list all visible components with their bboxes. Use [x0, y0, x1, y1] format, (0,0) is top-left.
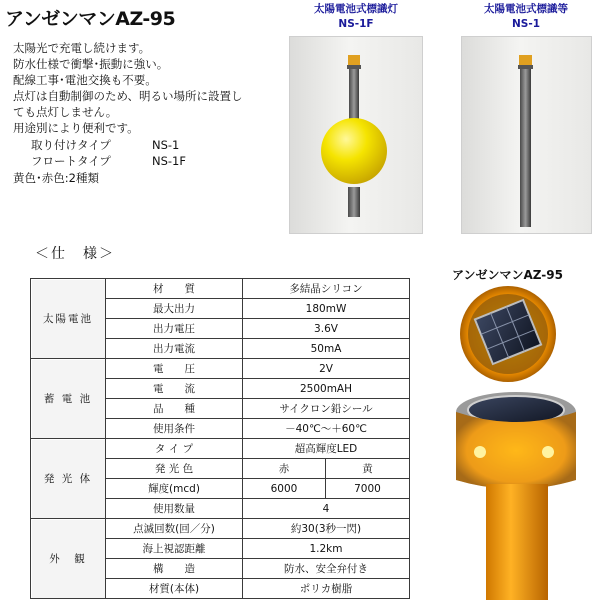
float-light-photo	[289, 36, 423, 234]
spec-heading: ＜仕 様＞	[35, 246, 115, 262]
float-light-image	[290, 37, 422, 233]
value-cell: 約30(3秒一閃)	[243, 519, 410, 539]
intro-line: 配線工事･電池交換も不要。	[13, 73, 157, 87]
type-label: 取り付けタイプ	[31, 138, 111, 152]
item-cell: 使用条件	[106, 419, 243, 439]
value-cell: 2500mAH	[243, 379, 410, 399]
item-cell: 輝度(mcd)	[106, 479, 243, 499]
type-label: フロートタイプ	[31, 154, 111, 168]
item-cell: 材 質	[106, 279, 243, 299]
item-cell: タ イ プ	[106, 439, 243, 459]
value-cell: 180mW	[243, 299, 410, 319]
type-code: NS-1F	[152, 154, 186, 168]
intro-line: 点灯は自動制御のため、明るい場所に設置し	[13, 89, 243, 103]
mount-light-image	[462, 37, 591, 233]
group-label: 外 観	[31, 519, 106, 599]
value-cell: 防水、安全弁付き	[243, 559, 410, 579]
photo-caption-code: NS-1F	[338, 18, 374, 30]
item-cell: 出力電圧	[106, 319, 243, 339]
product-caption: アンゼンマンAZ-95	[452, 268, 563, 282]
value-cell: 超高輝度LED	[243, 439, 410, 459]
group-label: 蓄 電 池	[31, 359, 106, 439]
intro-line: ても点灯しません。	[13, 105, 118, 119]
product-photo	[450, 284, 600, 600]
intro-line: 太陽光で充電し続けます。	[13, 41, 151, 55]
item-cell: 発 光 色	[106, 459, 243, 479]
solar-light-image	[450, 284, 600, 600]
intro-line: 用途別により便利です。	[13, 121, 139, 135]
value-cell: 3.6V	[243, 319, 410, 339]
item-cell: 最大出力	[106, 299, 243, 319]
value-cell: 多結晶シリコン	[243, 279, 410, 299]
table-row	[31, 279, 410, 299]
group-label: 発 光 体	[31, 439, 106, 519]
value-cell: 7000	[326, 479, 410, 499]
item-cell: 点滅回数(回／分)	[106, 519, 243, 539]
mount-light-photo	[461, 36, 592, 234]
value-cell: 50mA	[243, 339, 410, 359]
value-cell: 2V	[243, 359, 410, 379]
value-cell: 4	[243, 499, 410, 519]
photo-caption: 太陽電池式標識等	[484, 3, 568, 15]
value-cell: 赤	[243, 459, 326, 479]
table-row	[31, 519, 410, 539]
value-cell: －40℃～＋60℃	[243, 419, 410, 439]
page-title: アンゼンマンAZ-95	[5, 8, 176, 30]
item-cell: 出力電流	[106, 339, 243, 359]
value-cell: 黄	[326, 459, 410, 479]
item-cell: 品 種	[106, 399, 243, 419]
item-cell: 使用数量	[106, 499, 243, 519]
item-cell: 材質(本体)	[106, 579, 243, 599]
item-cell: 構 造	[106, 559, 243, 579]
item-cell: 海上視認距離	[106, 539, 243, 559]
item-cell: 電 流	[106, 379, 243, 399]
value-cell: 1.2km	[243, 539, 410, 559]
photo-caption: 太陽電池式標識灯	[314, 3, 398, 15]
group-label: 太陽電池	[31, 279, 106, 359]
table-row	[31, 359, 410, 379]
value-cell: サイクロン鉛シール	[243, 399, 410, 419]
item-cell: 電 圧	[106, 359, 243, 379]
type-code: NS-1	[152, 138, 180, 152]
spec-table	[30, 278, 410, 599]
photo-caption-code: NS-1	[511, 18, 540, 30]
color-options: 黄色･赤色:2種類	[13, 171, 99, 185]
value-cell: ポリカ樹脂	[243, 579, 410, 599]
value-cell: 6000	[243, 479, 326, 499]
table-row	[31, 439, 410, 459]
intro-line: 防水仕様で衝撃･振動に強い。	[13, 57, 169, 71]
